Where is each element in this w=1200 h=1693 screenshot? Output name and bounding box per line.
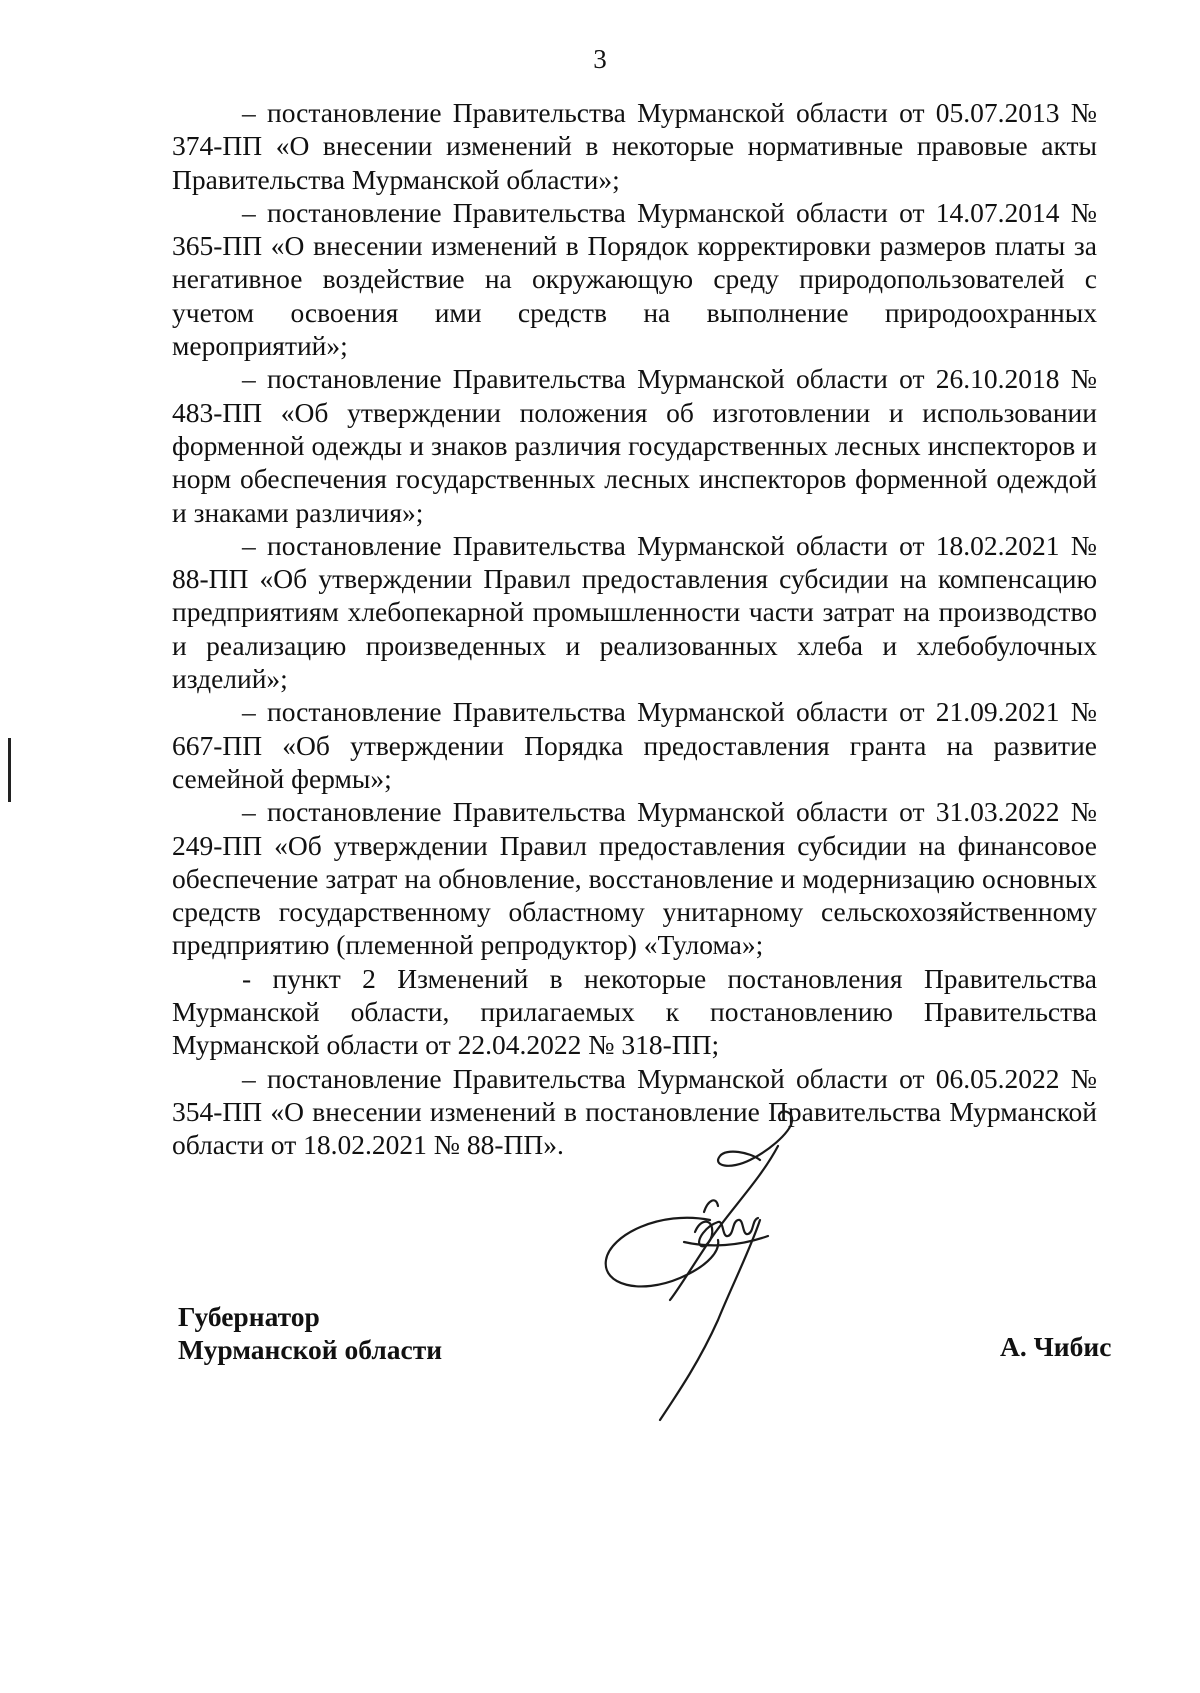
handwritten-signature	[600, 1100, 900, 1440]
page-number: 3	[593, 44, 607, 74]
signatory-position	[178, 1300, 442, 1366]
document-body	[172, 96, 1097, 1162]
list-item-resolution-2022-249: – постановление Правительства Мурманской области от 31.03.2022 № 249-ПП «Об утверждении Правил предоставления субсидии на финансовое обеспечение затрат на обновление, восстановление и модернизацию основных средств государственному областному унитарному сельскохозяйственному предприятию (племенной репродуктор) «Тулома»;	[172, 796, 1097, 961]
list-item-resolution-2013: – постановление Правительства Мурманской области от 05.07.2013 № 374-ПП «О внесении изменений в некоторые нормативные правовые акты Правительства Мурманской области»;	[172, 97, 1097, 195]
signatory-region: Мурманской области	[178, 1334, 443, 1365]
signatory-name: А. Чибис	[1000, 1331, 1112, 1362]
list-item-resolution-2022-354: – постановление Правительства Мурманской области от 06.05.2022 № 354-ПП «О внесении изменений в постановление Правительства Мурманской области от 18.02.2021 № 88-ПП».	[172, 1062, 1097, 1161]
signatory-title: Губернатор	[178, 1301, 320, 1332]
list-item-resolution-2018: – постановление Правительства Мурманской области от 26.10.2018 № 483-ПП «Об утверждении положения об изготовлении и использовании форменной одежды и знаков различия государственных лесных инспекторов и норм обеспечения государственных лесных инспекторов форменной одеждой и знаками различия»;	[172, 363, 1097, 528]
list-item-clause-2-318: - пункт 2 Изменений в некоторые постановления Правительства Мурманской области, прилагаемых к постановлению Правительства Мурманской области от 22.04.2022 № 318-ПП;	[172, 962, 1097, 1061]
list-item-resolution-2021-667: – постановление Правительства Мурманской области от 21.09.2021 № 667-ПП «Об утверждении Порядка предоставления гранта на развитие семейной фермы»;	[172, 696, 1097, 794]
list-item-resolution-2014: – постановление Правительства Мурманской области от 14.07.2014 № 365-ПП «О внесении изменений в Порядок корректировки размеров платы за негативное воздействие на окружающую среду природопользователей с учетом освоения ими средств на выполнение природоохранных мероприятий»;	[172, 196, 1097, 362]
list-item-resolution-2021-88: – постановление Правительства Мурманской области от 18.02.2021 № 88-ПП «Об утверждении Правил предоставления субсидии на компенсацию предприятиям хлебопекарной промышленности части затрат на производство и реализацию произведенных и реализованных хлеба и хлебобулочных изделий»;	[172, 529, 1097, 695]
scan-edge-mark	[8, 738, 11, 802]
